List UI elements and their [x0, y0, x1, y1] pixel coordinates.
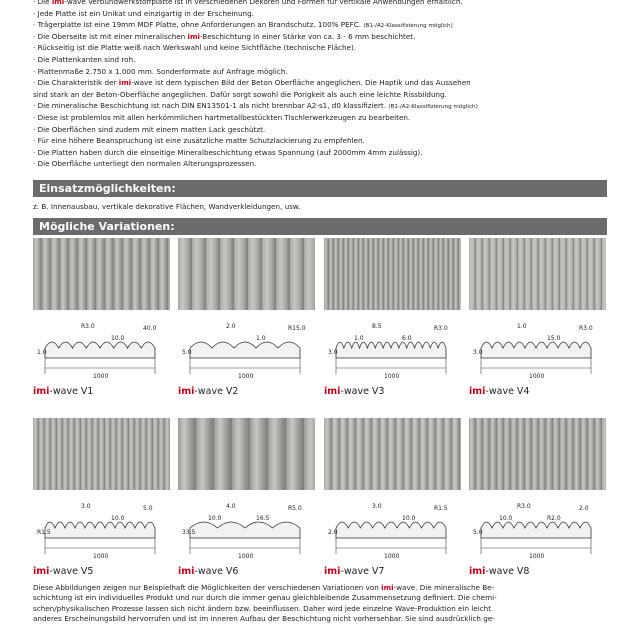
wave-profile: [190, 522, 300, 538]
feature-text-pre: · Rückseitig ist die Platte weiß nach Werkswahl und keine Sichtfläche (technische Fläche).: [33, 43, 357, 53]
dimension-label: 15.0: [547, 335, 561, 342]
dimension-label: 2.0: [226, 323, 236, 330]
feature-text-pre: · Diese ist problemlos mit allen herkömmlichen hartmetallbestückten Tischlerwerkzeugen zu bearbeiten.: [33, 112, 411, 122]
profile-diagram: [469, 490, 606, 564]
variation-name: -wave V3: [340, 386, 385, 397]
dimension-label: 2.0: [579, 505, 589, 512]
variation-brand: imi: [33, 386, 50, 397]
variation-card: [178, 418, 315, 580]
dimension-label: R1.5: [37, 529, 51, 536]
dimension-label: 1.0: [517, 323, 527, 330]
feature-text-pre: sind stark an der Beton-Oberfläche angeglichen. Dafür sorgt sowohl die Porigkeit als auch eine leichte Rissbildung.: [33, 89, 447, 99]
wave-profile: [481, 342, 591, 358]
wave-profile: [481, 522, 591, 538]
feature-list: [33, 0, 623, 171]
dimension-label: R2.0: [547, 515, 561, 522]
wave-profile: [45, 342, 155, 358]
dimension-label: 10.0: [402, 515, 416, 522]
feature-text-red: imi: [187, 31, 200, 41]
dimension-label: 1000: [529, 553, 545, 560]
footer-line-1b: -wave. Die mineralische Be-: [393, 583, 495, 592]
dimension-label: 10.0: [499, 515, 513, 522]
feature-text-pre: · Jede Platte ist ein Unikat und einzigartig in der Erscheinung.: [33, 8, 254, 18]
footer-line-1a: Diese Abbildungen zeigen nur Beispielhaft die Möglichkeiten der verschiedenen Variationen von: [33, 583, 382, 592]
feature-item: [33, 101, 623, 113]
dimension-label: R3.0: [434, 325, 448, 332]
feature-item: [33, 9, 623, 21]
feature-text-pre: · Für eine höhere Beanspruchung ist eine zusätzliche matte Schutzlackierung zu empfehlen.: [33, 136, 365, 146]
footer-line-4: anderes Erscheinungsbild hervorrufen und ist im inneren Aufbau der Beschichtung nicht vorhersehbar. Sie sind ausdrücklich ge-: [33, 614, 495, 624]
feature-text-pre: · Die Charakteristik der: [33, 78, 119, 88]
dimension-label: 33.5: [182, 529, 196, 536]
variation-caption: [324, 386, 384, 397]
dimension-label: 5.0: [182, 349, 192, 356]
variation-name: -wave V6: [194, 566, 239, 577]
dimension-label: 2.0: [328, 529, 338, 536]
feature-text-pre: · Die Oberfläche unterliegt den normalen Alterungsprozessen.: [33, 159, 257, 169]
feature-text-pre: · Die: [33, 0, 52, 6]
dimension-label: 1000: [384, 553, 400, 560]
feature-text-small: (B1-/A2-Klassifizierung möglich): [363, 23, 453, 30]
surface-photo: [33, 238, 170, 310]
variation-brand: imi: [178, 386, 195, 397]
surface-photo: [469, 418, 606, 490]
variation-caption: [178, 386, 238, 397]
variation-caption: [469, 566, 529, 577]
dimension-label: 40.0: [143, 325, 157, 332]
dimension-label: 5.0: [143, 505, 153, 512]
dimension-label: R5.0: [288, 505, 302, 512]
dimension-label: 1000: [384, 373, 400, 380]
wave-profile: [336, 342, 446, 358]
profile-diagram: [324, 490, 461, 564]
variation-name: -wave V7: [340, 566, 385, 577]
variation-brand: imi: [324, 566, 341, 577]
dimension-label: R3.0: [517, 503, 531, 510]
dimension-label: 10.0: [208, 515, 222, 522]
dimension-label: 1000: [93, 553, 109, 560]
dimension-label: 1.0: [256, 335, 266, 342]
profile-diagram: [33, 490, 170, 564]
dimension-label: 10.0: [111, 515, 125, 522]
feature-text-pre: · Die Oberflächen sind zudem mit einem matten Lack geschützt.: [33, 124, 266, 134]
profile-diagram: [178, 490, 315, 564]
dimension-label: 1000: [93, 373, 109, 380]
dimension-label: 1.0: [37, 349, 47, 356]
dimension-label: 4.0: [226, 503, 236, 510]
variations-heading: Mögliche Variationen:: [33, 218, 607, 235]
dimension-label: 3.0: [81, 503, 91, 510]
dimension-label: R3.0: [579, 325, 593, 332]
variation-name: -wave V2: [194, 386, 239, 397]
feature-item: [33, 78, 623, 90]
footer-line-3: schen/physikalischen Prozesse lassen sich nicht ändern bzw. beeinflussen. Daher wird jede einzelne Wave-Produktion ein leicht: [33, 603, 492, 613]
variation-brand: imi: [469, 386, 486, 397]
usage-text: z. B. Innenausbau, vertikale dekorative Flächen, Wandverkleidungen, usw.: [33, 202, 301, 211]
surface-photo: [324, 418, 461, 490]
surface-photo: [324, 238, 461, 310]
dimension-label: 8.5: [372, 323, 382, 330]
dimension-label: R1.5: [434, 505, 448, 512]
dimension-label: 1000: [529, 373, 545, 380]
feature-item: [33, 90, 623, 102]
feature-text-small: (B1-/A2-Klassifizierung möglich): [388, 104, 478, 111]
dimension-label: 16.5: [256, 515, 270, 522]
feature-text-post: -wave ist dem typischen Bild der Beton Oberfläche angeglichen. Die Haptik und das Aussehen: [131, 78, 471, 88]
feature-text-pre: · Die Platten haben durch die einseitige Mineralbeschichtung etwas Spannung (auf 2000mm 4mm zulässig).: [33, 147, 423, 157]
variation-brand: imi: [324, 386, 341, 397]
feature-text-red: imi: [51, 0, 65, 6]
feature-item: [33, 43, 623, 55]
feature-item: [33, 32, 623, 44]
variation-card: [469, 238, 606, 400]
footer-brand: imi: [381, 583, 394, 592]
feature-item: [33, 0, 623, 9]
feature-item: [33, 125, 623, 137]
feature-item: [33, 113, 623, 125]
variation-caption: [324, 566, 384, 577]
dimension-label: 10.0: [111, 335, 125, 342]
variation-brand: imi: [178, 566, 195, 577]
profile-diagram: [178, 310, 315, 384]
variation-card: [33, 418, 170, 580]
variation-name: -wave V4: [485, 386, 530, 397]
variation-caption: [178, 566, 238, 577]
profile-diagram: [324, 310, 461, 384]
feature-item: [33, 55, 623, 67]
variation-caption: [469, 386, 529, 397]
variation-caption: [33, 386, 93, 397]
dimension-label: 3.0: [328, 349, 338, 356]
feature-text-pre: · Die Oberseite ist mit einer mineralischen: [33, 31, 188, 41]
profile-diagram: [469, 310, 606, 384]
variation-card: [178, 238, 315, 400]
dimension-label: R15.0: [288, 325, 306, 332]
dimension-label: 5.0: [473, 529, 483, 536]
variation-name: -wave V8: [485, 566, 530, 577]
wave-profile: [336, 522, 446, 538]
surface-photo: [178, 238, 315, 310]
feature-item: [33, 148, 623, 160]
variation-card: [324, 238, 461, 400]
feature-text-pre: · Die Plattenkanten sind roh.: [33, 54, 136, 64]
variation-brand: imi: [33, 566, 50, 577]
variation-caption: [33, 566, 93, 577]
surface-photo: [469, 238, 606, 310]
dimension-label: R3.0: [81, 323, 95, 330]
footer-line-2: schichtung ist ein individuelles Produkt und nur durch die immer genau gleichbleibende Zusammensetzung definiert. Die chemi-: [33, 593, 497, 603]
dimension-label: 1000: [238, 373, 254, 380]
feature-item: [33, 136, 623, 148]
feature-item: [33, 20, 623, 32]
variation-brand: imi: [469, 566, 486, 577]
dimension-label: 6.0: [402, 335, 412, 342]
dimension-label: 3.0: [372, 503, 382, 510]
wave-profile: [45, 522, 155, 538]
feature-text-post: -wave Verbundwerkstoffplatte ist in verschiedenen Dekoren und Formen für vertikale Anwendungen erhältlich.: [64, 0, 463, 6]
dimension-label: 1.0: [354, 335, 364, 342]
footer-note: [33, 583, 607, 625]
surface-photo: [33, 418, 170, 490]
variation-card: [324, 418, 461, 580]
variation-card: [469, 418, 606, 580]
feature-text-red: imi: [118, 78, 132, 88]
feature-text-pre: · Trägerplatte ist eine 19mm MDF Platte, ohne Anforderungen an Brandschutz. 100% PEFC.: [33, 20, 364, 30]
feature-item: [33, 67, 623, 79]
profile-diagram: [33, 310, 170, 384]
feature-text-post: -Beschichtung in einer Stärke von ca. 3 - 6 mm beschichtet.: [199, 31, 416, 41]
variation-name: -wave V1: [49, 386, 94, 397]
feature-text-pre: · Plattenmaße 2.750 x 1.000 mm. Sonderformate auf Anfrage möglich.: [33, 66, 288, 76]
feature-item: [33, 159, 623, 171]
usage-heading: Einsatzmöglichkeiten:: [33, 180, 607, 197]
feature-text-pre: · Die mineralische Beschichtung ist nach DIN EN13501-1 als nicht brennbar A2-s1, d0 klassifiziert.: [33, 101, 389, 111]
variation-name: -wave V5: [49, 566, 94, 577]
variation-card: [33, 238, 170, 400]
surface-photo: [178, 418, 315, 490]
dimension-label: 1000: [238, 553, 254, 560]
wave-profile: [190, 342, 300, 358]
dimension-label: 3.0: [473, 349, 483, 356]
